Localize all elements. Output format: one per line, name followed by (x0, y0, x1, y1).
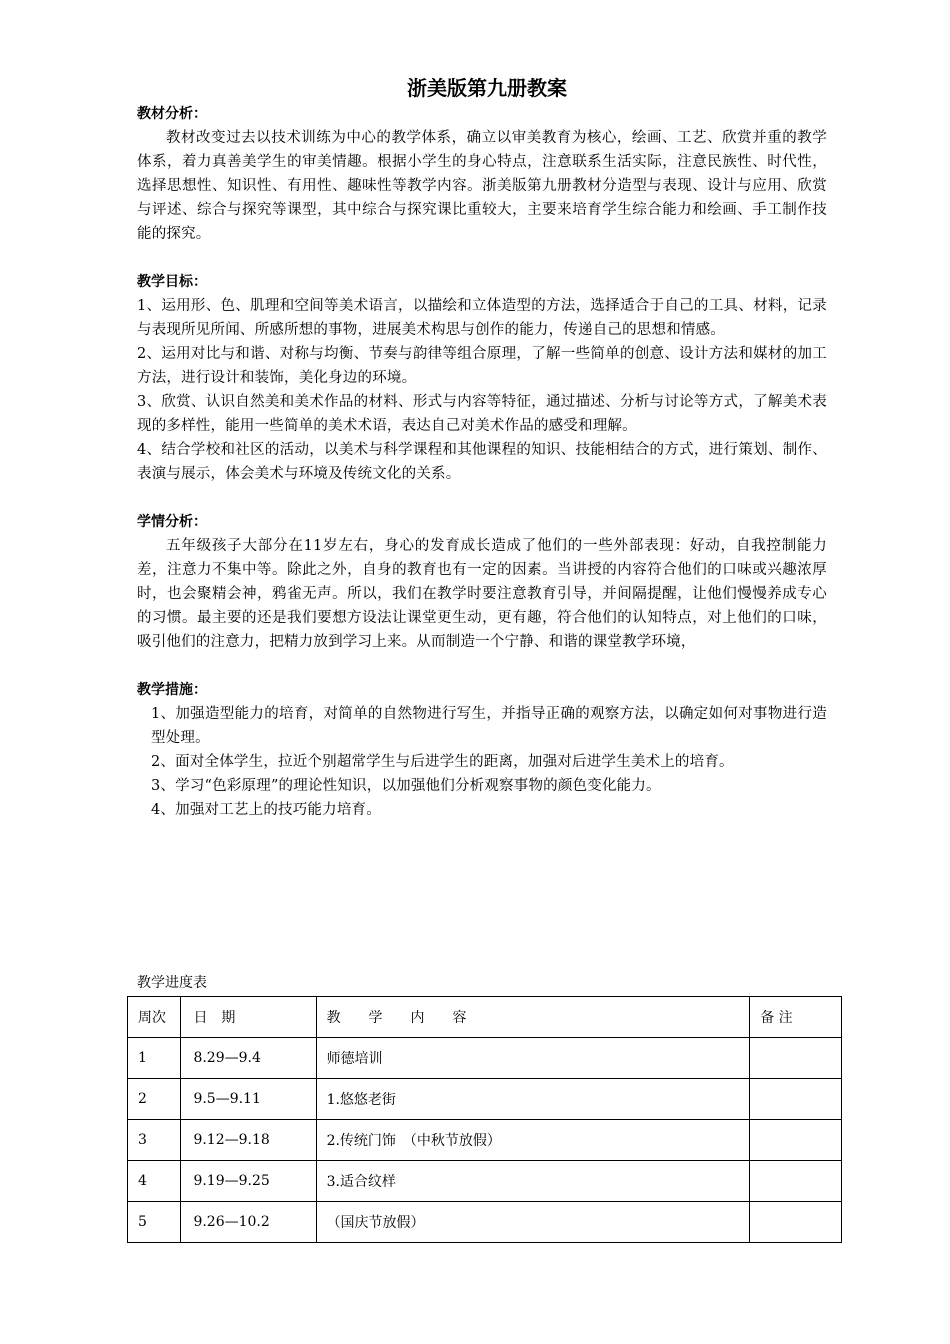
student-analysis-heading: 学情分析： (137, 514, 207, 530)
teaching-goal-item: 4、结合学校和社区的活动，以美术与科学课程和其他课程的知识、技能相结合的方式，进行策划、制作、表演与展示，体会美术与环境及传统文化的关系。 (137, 442, 827, 482)
cell-notes (750, 1079, 842, 1120)
teaching-measure-item: 4、加强对工艺上的技巧能力培育。 (151, 802, 381, 818)
cell-content: （国庆节放假） (316, 1202, 750, 1243)
cell-date: 9.12—9.18 (181, 1120, 316, 1161)
teaching-goal-item: 1、运用形、色、肌理和空间等美术语言，以描绘和立体造型的方法，选择适合于自己的工具、材料，记录与表现所见所闻、所感所想的事物，进展美术构思与创作的能力，传递自己的思想和情感。 (137, 298, 827, 338)
cell-week: 1 (128, 1038, 181, 1079)
cell-date: 9.26—10.2 (181, 1202, 316, 1243)
table-row (128, 1161, 842, 1202)
table-row (128, 1038, 842, 1079)
table-header-row (128, 997, 842, 1038)
header-cell-notes: 备 注 (750, 997, 842, 1038)
cell-date: 9.19—9.25 (181, 1161, 316, 1202)
cell-content: 1.悠悠老街 (316, 1079, 750, 1120)
cell-notes (750, 1120, 842, 1161)
textbook-analysis-body: 教材改变过去以技术训练为中心的教学体系，确立以审美教育为核心，绘画、工艺、欣赏并重的教学体系，着力真善美学生的审美情趣。根据小学生的身心特点，注意联系生活实际，注意民族性、时代性，选择思想性、知识性、有用性、趣味性等教学内容。浙美版第九册教材分造型与表现、设计与应用、欣赏与评述、综合与探究等课型，其中综合与探究课比重较大，主要来培育学生综合能力和绘画、手工制作技能的探究。 (137, 130, 827, 242)
teaching-measure-item: 3、学习“色彩原理”的理论性知识，以加强他们分析观察事物的颜色变化能力。 (151, 778, 661, 794)
header-cell-content: 教 学 内 容 (316, 997, 750, 1038)
spacer (137, 246, 827, 270)
cell-week: 5 (128, 1202, 181, 1243)
cell-content: 师德培训 (316, 1038, 750, 1079)
cell-week: 3 (128, 1120, 181, 1161)
cell-date: 8.29—9.4 (181, 1038, 316, 1079)
teaching-goal-item: 2、运用对比与和谐、对称与均衡、节奏与韵律等组合原理，了解一些简单的创意、设计方法和媒材的加工方法，进行设计和装饰，美化身边的环境。 (137, 346, 827, 386)
header-cell-week: 周次 (128, 997, 181, 1038)
cell-week: 2 (128, 1079, 181, 1120)
header-cell-date: 日 期 (181, 997, 316, 1038)
table-row (128, 1202, 842, 1243)
teaching-measures-heading: 教学措施： (137, 682, 207, 698)
cell-notes (750, 1161, 842, 1202)
textbook-analysis-heading: 教材分析： (137, 106, 207, 122)
cell-content: 2.传统门饰 （中秋节放假） (316, 1120, 750, 1161)
teaching-goal-item: 3、欣赏、认识自然美和美术作品的材料、形式与内容等特征，通过描述、分析与讨论等方式，了解美术表现的多样性，能用一些简单的美术术语，表达自己对美术作品的感受和理解。 (137, 394, 827, 434)
cell-date: 9.5—9.11 (181, 1079, 316, 1120)
cell-week: 4 (128, 1161, 181, 1202)
table-row (128, 1079, 842, 1120)
schedule-caption: 教学进度表 (137, 975, 207, 991)
document-page (137, 74, 827, 822)
student-analysis-body: 五年级孩子大部分在11岁左右，身心的发育成长造成了他们的一些外部表现：好动，自我控制能力差，注意力不集中等。除此之外，自身的教育也有一定的因素。当讲授的内容符合他们的口味或兴趣浓厚时，也会聚精会神，鸦雀无声。所以，我们在教学时要注意教育引导，并间隔提醒，让他们慢慢养成专心的习惯。最主要的还是我们要想方设法让课堂更生动，更有趣，符合他们的认知特点，对上他们的口味，吸引他们的注意力，把精力放到学习上来。从而制造一个宁静、和谐的课堂教学环境， (137, 538, 827, 650)
cell-notes (750, 1038, 842, 1079)
teaching-goals-heading: 教学目标： (137, 274, 207, 290)
page-title: 浙美版第九册教案 (407, 76, 567, 100)
teaching-measure-item: 2、面对全体学生，拉近个别超常学生与后进学生的距离，加强对后进学生美术上的培育。 (151, 754, 734, 770)
cell-notes (750, 1202, 842, 1243)
spacer (137, 654, 827, 678)
table-row (128, 1120, 842, 1161)
schedule-table (127, 996, 842, 1243)
teaching-measure-item: 1、加强造型能力的培育，对简单的自然物进行写生，并指导正确的观察方法，以确定如何对事物进行造型处理。 (151, 706, 827, 746)
cell-content: 3.适合纹样 (316, 1161, 750, 1202)
spacer (137, 486, 827, 510)
